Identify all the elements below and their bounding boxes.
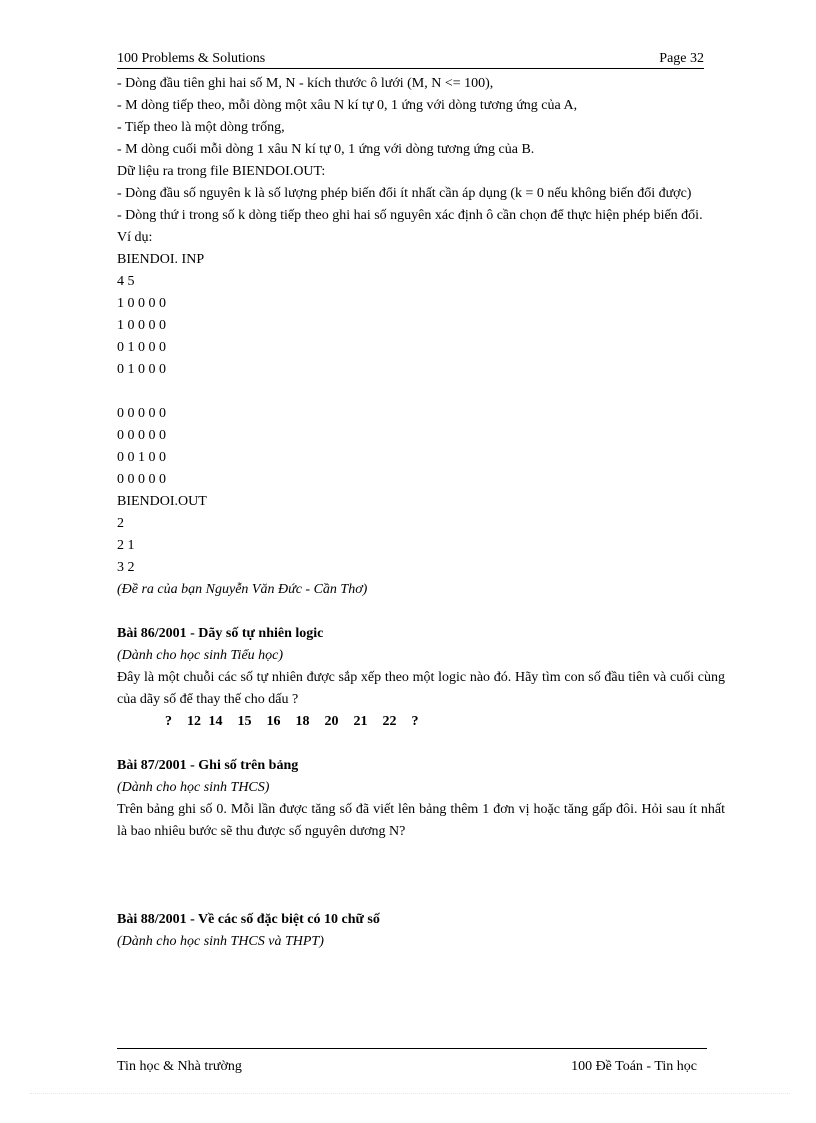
problem-86-sequence: ? 12 14 15 16 18 20 21 22 ? [165, 714, 419, 729]
footer-divider [117, 1048, 707, 1049]
blank-line [117, 601, 725, 623]
input-line: 0 0 0 0 0 [117, 472, 166, 487]
problem-credit: (Đề ra của bạn Nguyễn Văn Đức - Cần Thơ) [117, 582, 368, 597]
problem-88-title: Bài 88/2001 - Về các số đặc biệt có 10 chữ số [117, 912, 380, 927]
problem-86-text: Đây là một chuỗi các số tự nhiên được sắp xếp theo một logic nào đó. Hãy tìm con số đầu tiên và cuối cùng của dãy số để thay thế cho dấu ? [117, 670, 725, 707]
input-line: 1 0 0 0 0 [117, 318, 166, 333]
page-edge-divider [30, 1093, 790, 1094]
input-format-line: - Dòng đầu tiên ghi hai số M, N - kích thước ô lưới (M, N <= 100), [117, 76, 494, 91]
input-line: 0 1 0 0 0 [117, 362, 166, 377]
problem-88-audience: (Dành cho học sinh THCS và THPT) [117, 934, 324, 949]
blank-line [117, 887, 725, 909]
page-number: Page 32 [659, 51, 704, 66]
blank-line [117, 733, 725, 755]
input-format-line: - M dòng tiếp theo, mỗi dòng một xâu N kí tự 0, 1 ứng với dòng tương ứng của A, [117, 98, 578, 113]
problem-86-audience: (Dành cho học sinh Tiểu học) [117, 648, 284, 663]
output-file-name: BIENDOI.OUT [117, 494, 207, 509]
output-format-line: - Dòng đầu số nguyên k là số lượng phép biến đổi ít nhất cần áp dụng (k = 0 nếu không biến đổi được) [117, 186, 692, 201]
example-label: Ví dụ: [117, 230, 153, 245]
problem-87-title: Bài 87/2001 - Ghi số trên bảng [117, 758, 299, 773]
problem-86-title: Bài 86/2001 - Dãy số tự nhiên logic [117, 626, 324, 641]
problem-87-audience: (Dành cho học sinh THCS) [117, 780, 270, 795]
input-line: 0 1 0 0 0 [117, 340, 166, 355]
page-header [117, 51, 704, 69]
blank-line [117, 865, 725, 887]
input-format-line: - M dòng cuối mỗi dòng 1 xâu N kí tự 0, 1 ứng với dòng tương ứng của B. [117, 142, 535, 157]
input-file-name: BIENDOI. INP [117, 252, 205, 267]
input-line: 4 5 [117, 274, 135, 289]
input-line: 0 0 0 0 0 [117, 406, 166, 421]
problem-87-text: Trên bảng ghi số 0. Mỗi lần được tăng số đã viết lên bảng thêm 1 đơn vị hoặc tăng gấp đôi. Hỏi sau ít nhất là bao nhiêu bước sẽ thu được số nguyên dương N? [117, 802, 725, 839]
input-line: 0 0 0 0 0 [117, 428, 166, 443]
output-intro: Dữ liệu ra trong file BIENDOI.OUT: [117, 164, 326, 179]
page-body [117, 73, 725, 953]
blank-line [117, 843, 725, 865]
input-line: 0 0 1 0 0 [117, 450, 166, 465]
output-line: 2 1 [117, 538, 135, 553]
blank-line [117, 381, 725, 403]
footer-left: Tin học & Nhà trường [117, 1059, 242, 1074]
footer-right: 100 Đề Toán - Tin học [571, 1059, 697, 1074]
input-format-line: - Tiếp theo là một dòng trống, [117, 120, 285, 135]
output-line: 3 2 [117, 560, 135, 575]
input-line: 1 0 0 0 0 [117, 296, 166, 311]
output-format-line: - Dòng thứ i trong số k dòng tiếp theo ghi hai số nguyên xác định ô cần chọn để thực hiện phép biến đổi. [117, 208, 703, 223]
header-title: 100 Problems & Solutions [117, 51, 266, 66]
output-line: 2 [117, 516, 124, 531]
